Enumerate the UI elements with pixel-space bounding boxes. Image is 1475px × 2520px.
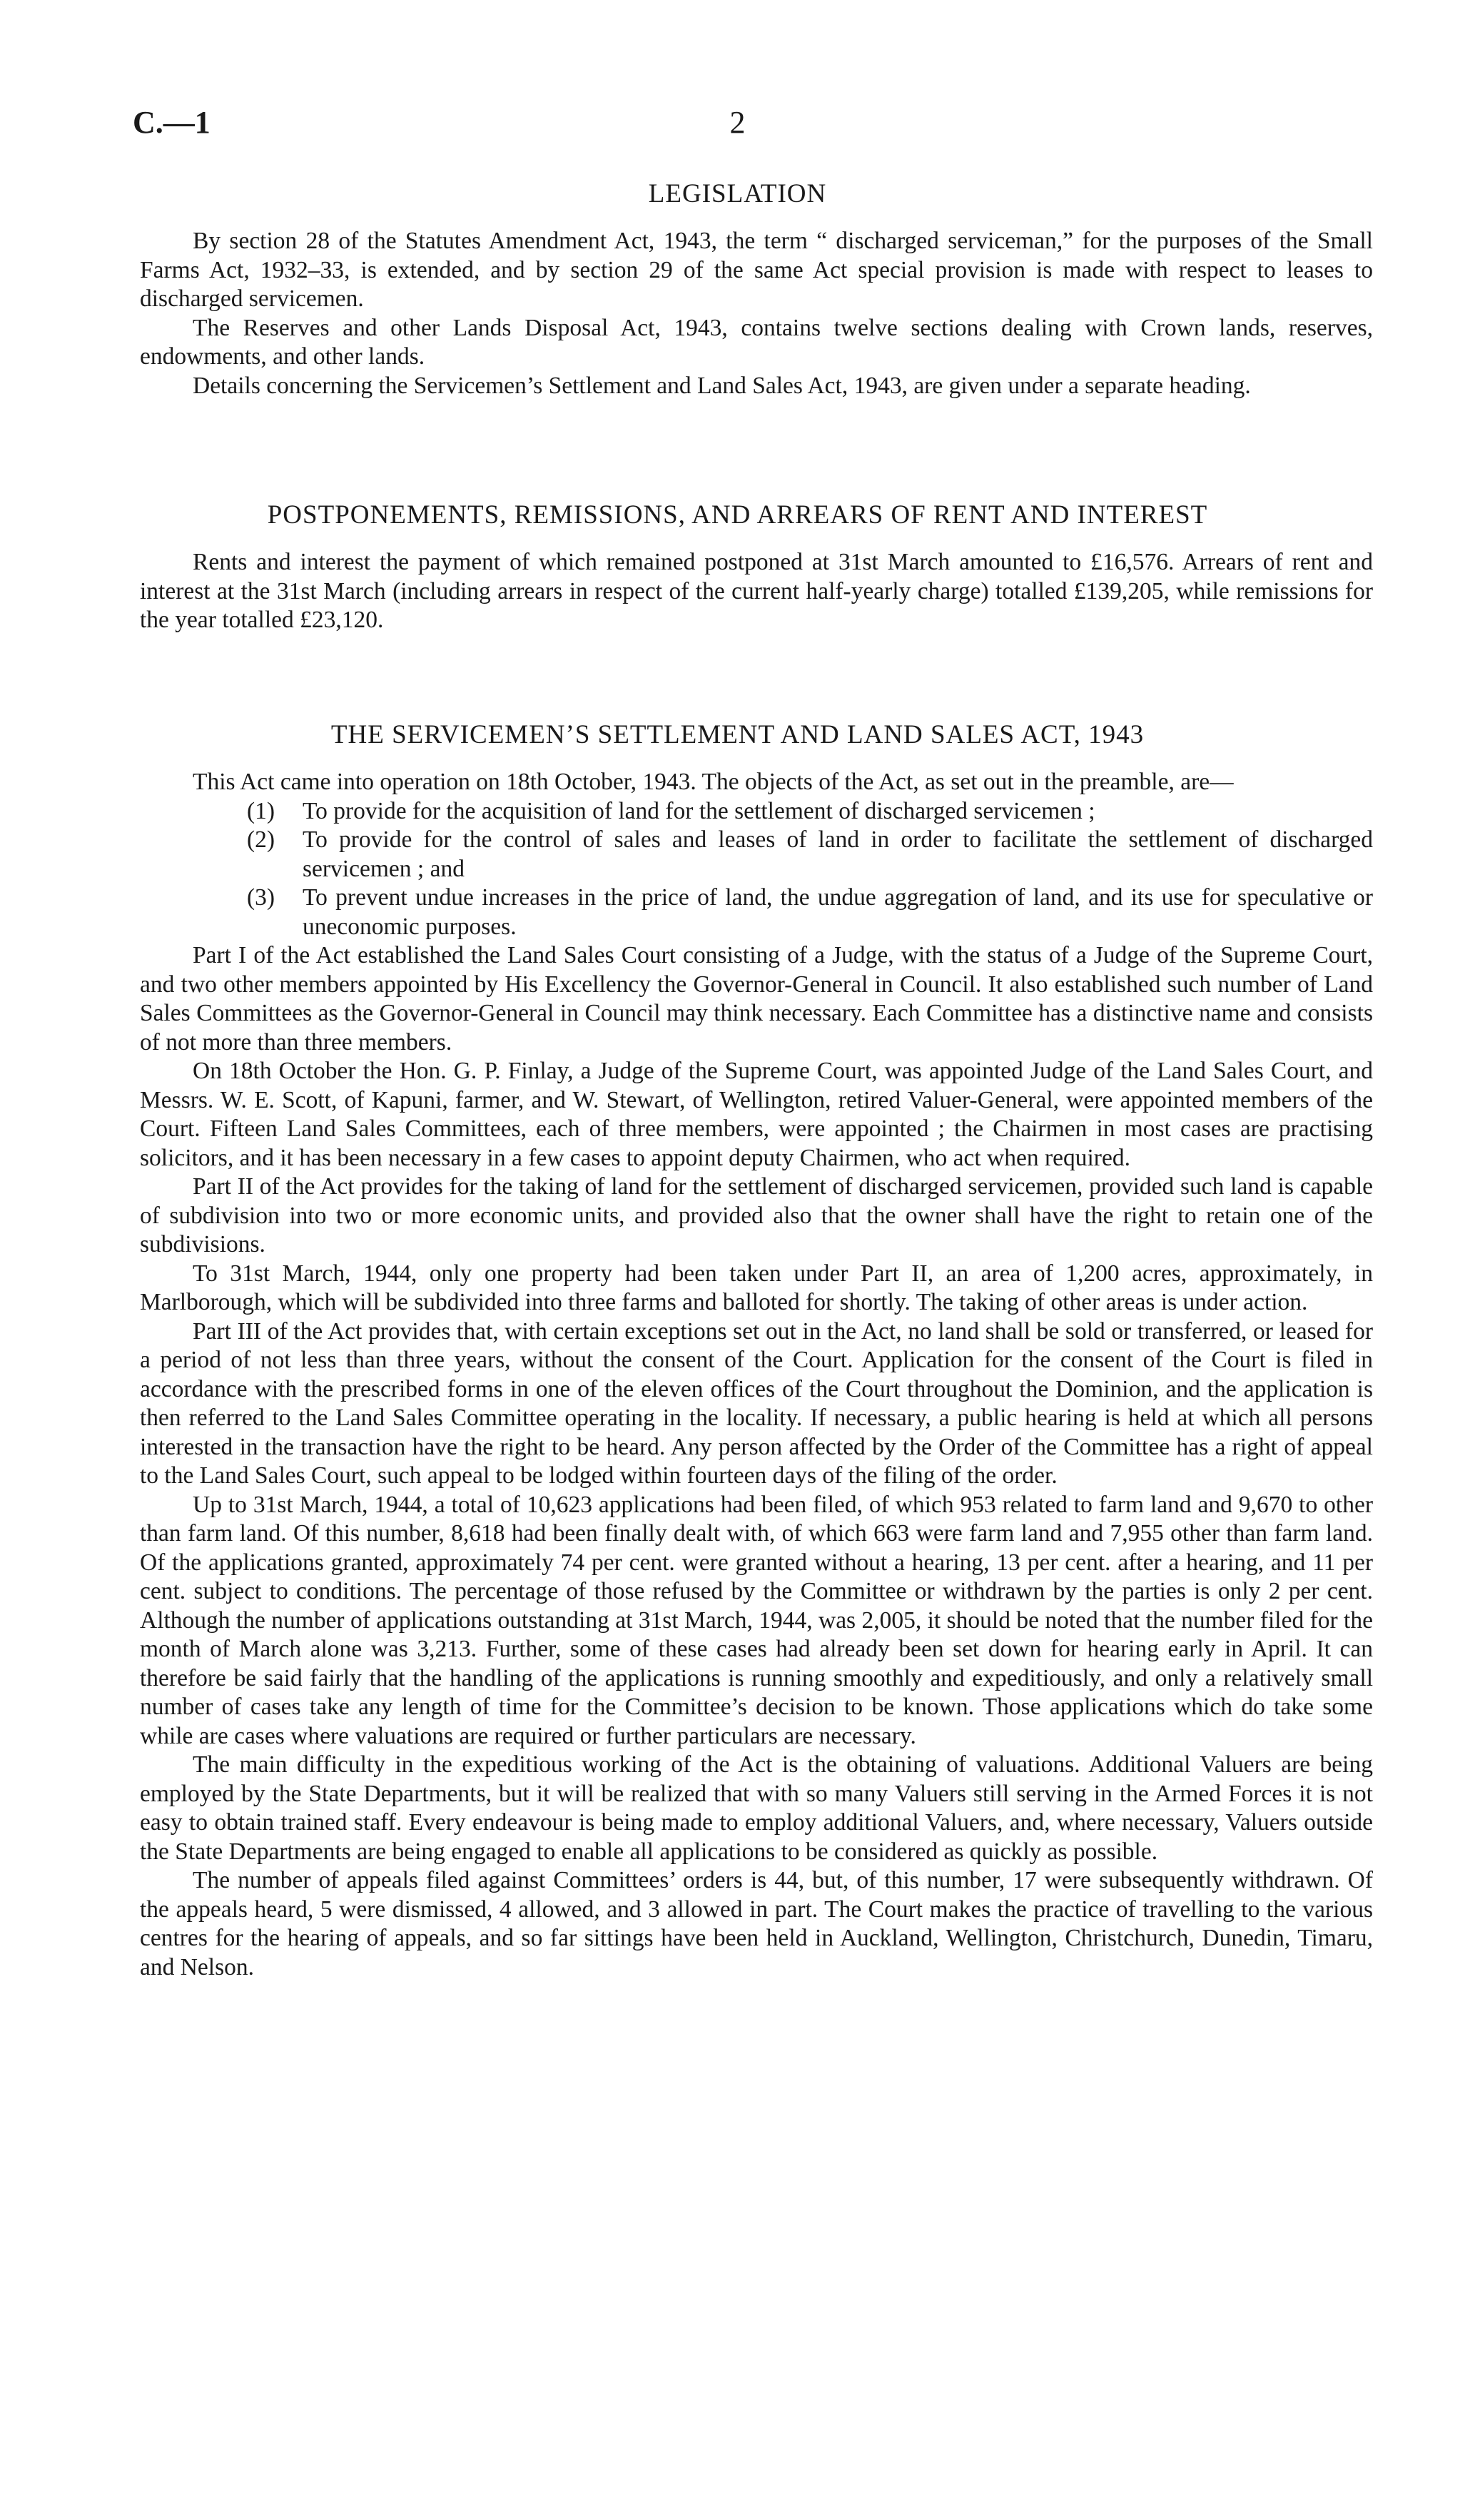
list-item-number: (3) xyxy=(247,884,275,911)
paragraph: Part II of the Act provides for the taking of land for the settlement of discharged servicemen, provided such land is capable of subdivision into two or more economic units, and provided also that the owner shall have the right to retain one of the subdivisions. xyxy=(140,1173,1373,1258)
list-item-text: To provide for the acquisition of land for the settlement of discharged servicemen ; xyxy=(303,797,1095,824)
paragraph: Part I of the Act established the Land Sales Court consisting of a Judge, with the status of a Judge of the Supreme Court, and two other members appointed by His Excellency the Governor-General in Council. It also established such number of Land Sales Committees as the Governor-General in Council may think necessary. Each Committee has a distinctive name and consists of not more than three members. xyxy=(140,942,1373,1056)
paragraph: Details concerning the Servicemen’s Settlement and Land Sales Act, 1943, are given under a separate heading. xyxy=(193,372,1251,399)
section-heading-act: THE SERVICEMEN’S SETTLEMENT AND LAND SALES ACT, 1943 xyxy=(330,720,1145,749)
paragraph: To 31st March, 1944, only one property had been taken under Part II, an area of 1,200 acres, approximately, in Marlborough, which will be subdivided into three farms and balloted for shortly. The taking of other areas is under action. xyxy=(140,1260,1373,1315)
paragraph-intro: This Act came into operation on 18th October, 1943. The objects of the Act, as set out in the preamble, are— xyxy=(193,769,1234,795)
section-heading-postponements: POSTPONEMENTS, REMISSIONS, AND ARREARS OF RENT AND INTEREST xyxy=(267,500,1208,530)
paragraph: The main difficulty in the expeditious working of the Act is the obtaining of valuations. Additional Valuers are being employed by the State Departments, but it will be realized that with so many Valuers still serving in the Armed Forces it is not easy to obtain trained staff. Every endeavour is being made to employ additional Valuers, and, where necessary, Valuers outside the State Departments are being engaged to enable all applications to be considered as quickly as possible. xyxy=(140,1751,1373,1865)
list-item-text: To prevent undue increases in the price of land, the undue aggregation of land, and its use for speculative or uneconomic purposes. xyxy=(303,884,1373,940)
section-heading-legislation: LEGISLATION xyxy=(648,179,827,208)
list-item xyxy=(140,826,1373,884)
objects-list xyxy=(140,797,1373,942)
document-reference: C.—1 xyxy=(133,105,211,140)
postponements-body xyxy=(140,548,1373,635)
list-item xyxy=(140,884,1373,941)
list-item-number: (1) xyxy=(247,797,275,824)
act-body xyxy=(140,768,1373,1982)
list-item xyxy=(140,797,1373,826)
legislation-body xyxy=(140,227,1373,400)
list-item-number: (2) xyxy=(247,826,275,853)
list-item-text: To provide for the control of sales and leases of land in order to facilitate the settlement of discharged servicemen ; and xyxy=(303,826,1373,882)
paragraph: Part III of the Act provides that, with certain exceptions set out in the Act, no land shall be sold or transferred, or leased for a period of not less than three years, without the consent of the Court. Application for the consent of the Court is filed in accordance with the prescribed forms in one of the eleven offices of the Court throughout the Dominion, and the application is then referred to the Land Sales Committee operating in the locality. If necessary, a public hearing is held at which all persons interested in the transaction have the right to be heard. Any person affected by the Order of the Committee has a right of appeal to the Land Sales Court, such appeal to be lodged within fourteen days of the filing of the order. xyxy=(140,1317,1373,1489)
paragraph: Rents and interest the payment of which remained postponed at 31st March amounted to £16,576. Arrears of rent and interest at the 31st March (including arrears in respect of the current half-yearly charge) totalled £139,205, while remissions for the year totalled £23,120. xyxy=(140,549,1373,633)
paragraph: On 18th October the Hon. G. P. Finlay, a Judge of the Supreme Court, was appointed Judge of the Land Sales Court, and Messrs. W. E. Scott, of Kapuni, farmer, and W. Stewart, of Wellington, retired Valuer-General, were appointed members of the Court. Fifteen Land Sales Committees, each of three members, were appointed ; the Chairmen in most cases are practising solicitors, and it has been necessary in a few cases to appoint deputy Chairmen, who act when required. xyxy=(140,1058,1373,1171)
paragraph: Up to 31st March, 1944, a total of 10,623 applications had been filed, of which 953 related to farm land and 9,670 to other than farm land. Of this number, 8,618 had been finally dealt with, of which 663 were farm land and 7,955 other than farm land. Of the applications granted, approximately 74 per cent. were granted without a hearing, 13 per cent. after a hearing, and 11 per cent. subject to conditions. The percentage of those refused by the Committee or withdrawn by the parties is only 2 per cent. Although the number of applications outstanding at 31st March, 1944, was 2,005, it should be noted that the number filed for the month of March alone was 3,213. Further, some of these cases had already been set down for hearing early in April. It can therefore be said fairly that the handling of the applications is running smoothly and expeditiously, and only a relatively small number of cases take any length of time for the Committee’s decision to be known. Those applications which do take some while are cases where valuations are required or further particulars are necessary. xyxy=(140,1491,1373,1749)
paragraph: The Reserves and other Lands Disposal Act, 1943, contains twelve sections dealing with Crown lands, reserves, endowments, and other lands. xyxy=(140,314,1373,370)
paragraph: By section 28 of the Statutes Amendment Act, 1943, the term “ discharged serviceman,” for the purposes of the Small Farms Act, 1932–33, is extended, and by section 29 of the same Act special provision is made with respect to leases to discharged servicemen. xyxy=(140,228,1373,312)
paragraph: The number of appeals filed against Committees’ orders is 44, but, of this number, 17 were subsequently withdrawn. Of the appeals heard, 5 were dismissed, 4 allowed, and 3 allowed in part. The Court makes the practice of travelling to the various centres for the hearing of appeals, and so far sittings have been held in Auckland, Wellington, Christchurch, Dunedin, Timaru, and Nelson. xyxy=(140,1867,1373,1980)
page-number: 2 xyxy=(729,105,746,140)
